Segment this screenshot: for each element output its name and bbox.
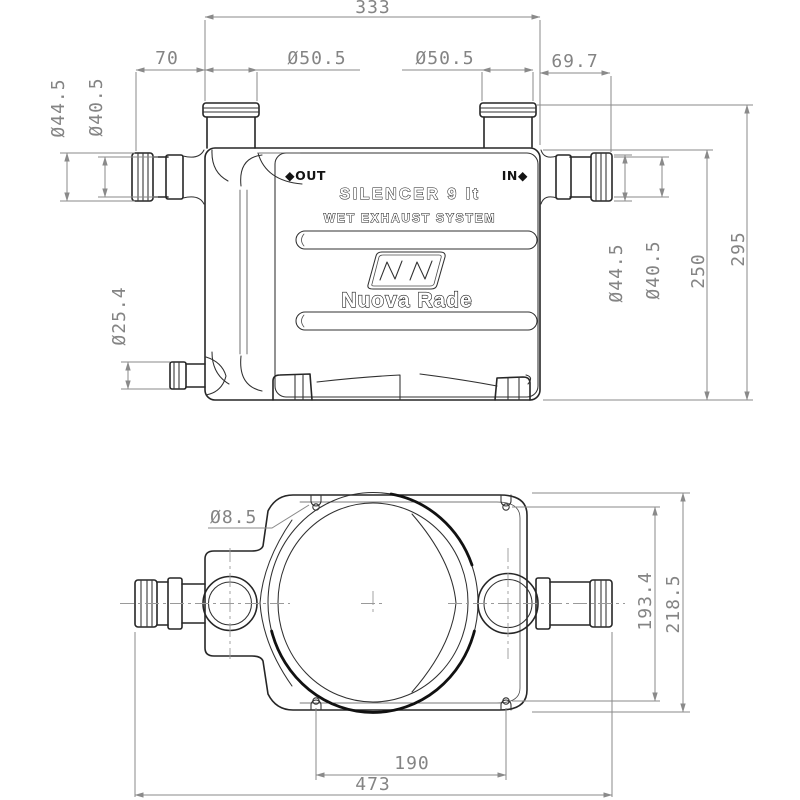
center-lines [120,548,625,659]
dim-port-offset-left: 70 [155,48,179,69]
mounting-feet [273,374,531,400]
dim-drain-port: Ø25.4 [109,286,130,346]
hose-connector-in [541,150,612,204]
dim-top-port-left: Ø50.5 [287,48,347,69]
dim-hose-right-outer: Ø44.5 [606,243,627,303]
dim-overall-width: 473 [355,774,391,795]
front-view [48,0,753,400]
brand-name: Nuova Rade [341,289,473,312]
dim-port-offset-right: 69.7 [551,51,599,72]
dim-hose-right-inner: Ø40.5 [643,240,664,300]
hose-connector-out [132,150,204,204]
dim-top-port-right: Ø50.5 [415,48,475,69]
dim-hose-left-outer: Ø44.5 [48,78,69,138]
dim-hole-spacing-y: 193.4 [635,571,656,631]
dim-hole-spacing-x: 190 [394,753,430,774]
top-port-in [480,103,536,147]
dim-overall-length: 333 [355,0,391,18]
product-subtitle: WET EXHAUST SYSTEM [323,211,497,225]
dim-hose-left-inner: Ø40.5 [86,77,107,137]
body-ribs [296,231,537,330]
mounting-holes [311,495,511,710]
front-part-geometry [132,103,612,400]
flow-in-label: IN◆ [501,168,528,183]
drain-port [170,357,226,395]
dim-body-height: 250 [688,253,709,289]
product-title: SILENCER 9 lt [339,186,481,203]
dim-total-height: 295 [728,231,749,267]
dim-flange-height: 218.5 [663,574,684,634]
plan-view [120,493,690,798]
plan-dimensions [135,493,690,797]
plan-part-geometry [120,493,625,713]
flow-out-label: ◆OUT [285,168,326,183]
brand-logo [368,252,445,289]
body-seam-lines [240,190,247,354]
top-port-out [203,103,259,148]
corner-moldings [212,150,302,391]
dim-mount-hole: Ø8.5 [210,507,258,528]
